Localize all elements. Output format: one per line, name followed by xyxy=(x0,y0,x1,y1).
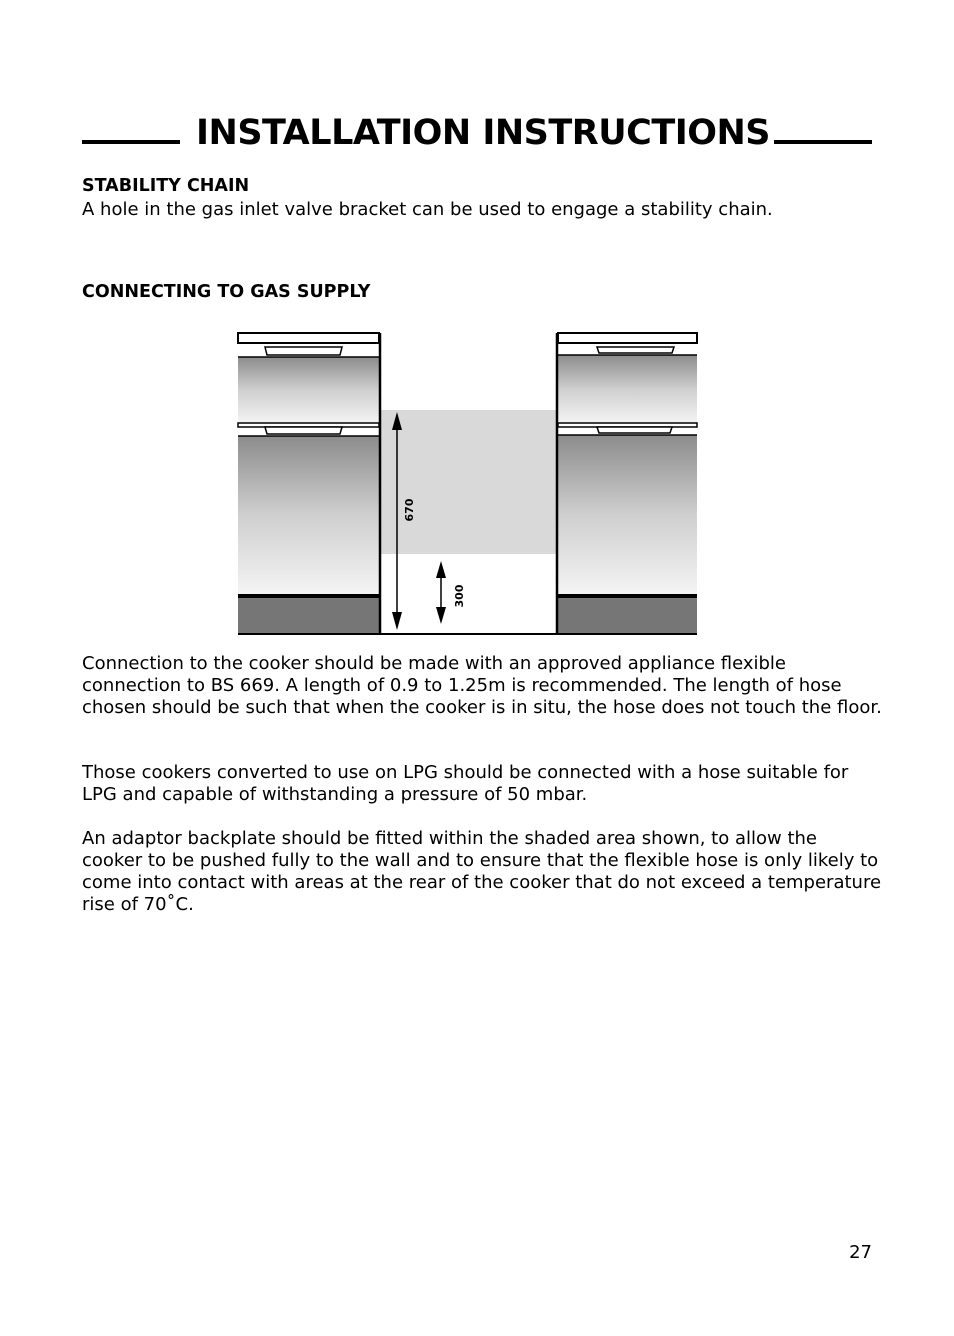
paragraph-connection: Connection to the cooker should be made with an approved appliance flexible connection to BS 669. A length of 0.9 to 1.25m is recommended. The length of hose chosen should be such that when the cooker is in situ, the hose does not touch the floor. xyxy=(82,653,882,718)
paragraph-adaptor: An adaptor backplate should be fitted within the shaded area shown, to allow the cooker to be pushed fully to the wall and to ensure that the flexible hose is only likely to come into contact with areas at the rear of the cooker that do not exceed a temperature rise of 70˚C. xyxy=(82,828,882,915)
stability-chain-text: A hole in the gas inlet valve bracket can be used to engage a stability chain. xyxy=(82,199,773,220)
page-title: INSTALLATION INSTRUCTIONS xyxy=(196,113,770,153)
right-cabinet xyxy=(558,333,697,634)
left-cabinet xyxy=(238,333,379,634)
dimension-300-arrow xyxy=(436,561,446,624)
shaded-area xyxy=(380,410,557,554)
paragraph-lpg: Those cookers converted to use on LPG should be connected with a hose suitable for LPG and capable of withstanding a pressure of 50 mbar. xyxy=(82,762,849,805)
dimension-670-label: 670 xyxy=(403,498,416,522)
dimension-300-label: 300 xyxy=(453,584,466,608)
page-number: 27 xyxy=(849,1242,872,1263)
stability-chain-heading: STABILITY CHAIN xyxy=(82,176,250,196)
gas-supply-heading: CONNECTING TO GAS SUPPLY xyxy=(82,282,371,302)
